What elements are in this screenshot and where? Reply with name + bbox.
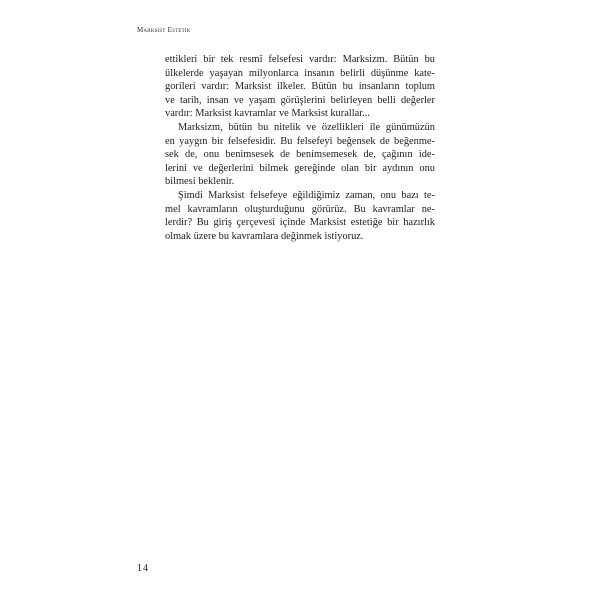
text-line: Marksizm, bütün bu nitelik ve özellikleri ile günümüzün bbox=[178, 121, 435, 133]
paragraph-2 bbox=[165, 121, 435, 189]
text-line: olmak üzere bu kavramlara değinmek istiyoruz. bbox=[165, 230, 364, 242]
text-line: ettikleri bir tek resmî felsefesi vardır: Marksizm. Bütün bu bbox=[165, 54, 435, 65]
text-line: ülkelerde yaşayan milyonlarca insanın belirli düşünme kate- bbox=[165, 67, 435, 79]
text-line: sek de, onu benimsesek de benimsemesek de, çağının ide- bbox=[165, 149, 435, 161]
text-line: en yaygın bir felsefesidir. Bu felsefeyi beğensek de beğenme- bbox=[165, 135, 435, 147]
running-header: Marksist Estetik bbox=[137, 26, 191, 34]
text-line: mel kavramların oluşturduğunu görürüz. Bu kavramlar ne- bbox=[165, 203, 435, 215]
page-number: 14 bbox=[137, 563, 149, 574]
text-line: vardır: Marksist kavramlar ve Marksist kurallar... bbox=[165, 108, 370, 120]
text-line: lerini ve değerlerini bilmek gereğinde olan bir aydının onu bbox=[165, 162, 435, 174]
text-line: Şimdi Marksist felsefeye eğildiğimiz zaman, onu bazı te- bbox=[178, 189, 435, 201]
text-line: gorileri vardır: Marksist ilkeler. Bütün bu insanların toplum bbox=[165, 81, 435, 93]
body-text bbox=[165, 53, 435, 243]
text-line: bilmesi beklenir. bbox=[165, 176, 235, 188]
text-line: lerdir? Bu giriş çerçevesi içinde Marksist estetiğe bir hazırlık bbox=[165, 217, 435, 229]
paragraph-3 bbox=[165, 189, 435, 243]
text-line: ve tarih, insan ve yaşam görüşlerini belirleyen belli değerler bbox=[165, 94, 435, 106]
paragraph-1 bbox=[165, 53, 435, 121]
